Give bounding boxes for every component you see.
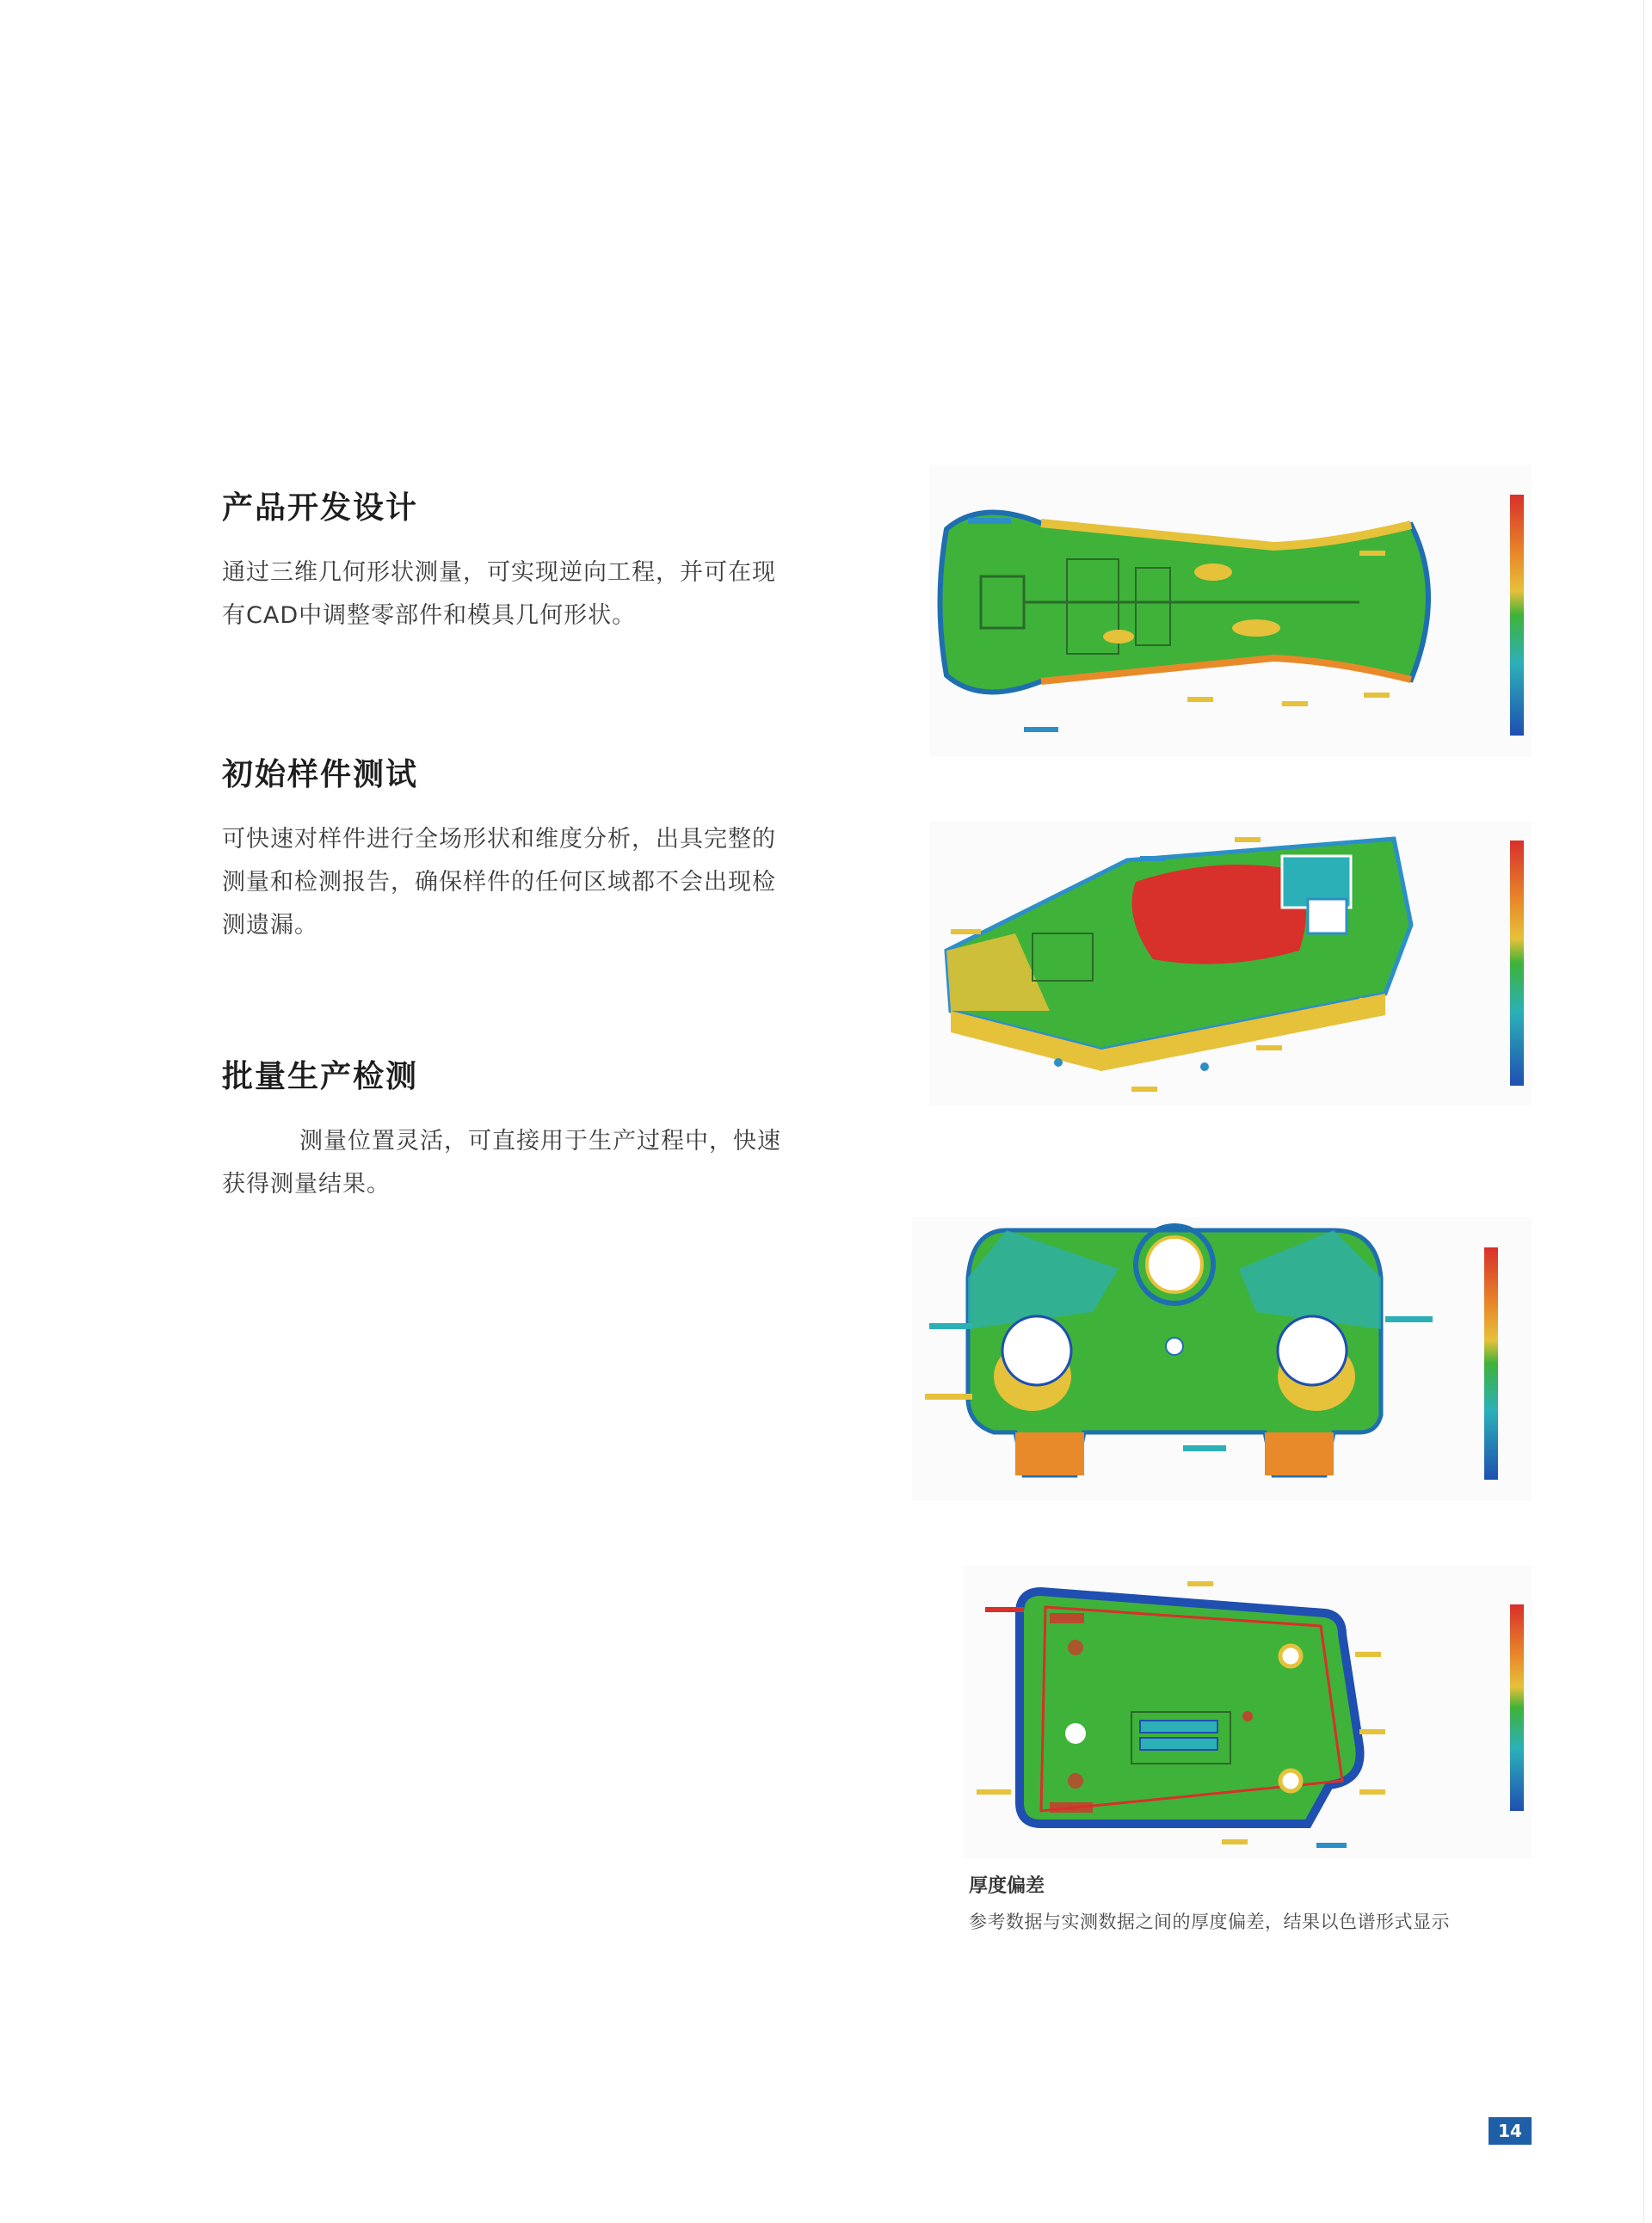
section-body: 通过三维几何形状测量，可实现逆向工程，并可在现有CAD中调整零部件和模具几何形状。	[222, 559, 776, 629]
thickness-deviation-figure	[964, 1566, 1532, 1858]
section-title: 产品开发设计	[222, 490, 419, 526]
deviation-map-figure-3	[912, 1217, 1532, 1501]
section-title: 初始样件测试	[222, 757, 419, 792]
section-title: 批量生产检测	[222, 1059, 419, 1094]
figure-caption	[969, 1871, 1571, 1934]
section-mass-production-inspection	[222, 1052, 790, 1206]
deviation-map-figure-1	[929, 465, 1532, 757]
page-number-badge: 14	[1489, 2117, 1532, 2145]
caption-text: 参考数据与实测数据之间的厚度偏差，结果以色谱形式显示	[969, 1912, 1450, 1932]
section-product-development	[222, 483, 790, 637]
section-initial-sample-test	[222, 750, 790, 947]
section-body: 可快速对样件进行全场形状和维度分析，出具完整的测量和检测报告，确保样件的任何区域都不会出现检测遗漏。	[222, 826, 776, 939]
page-edge-border	[1643, 0, 1652, 2223]
deviation-map-figure-2	[929, 822, 1532, 1105]
section-body: 测量位置灵活，可直接用于生产过程中，快速获得测量结果。	[222, 1128, 781, 1198]
caption-title: 厚度偏差	[969, 1875, 1045, 1897]
